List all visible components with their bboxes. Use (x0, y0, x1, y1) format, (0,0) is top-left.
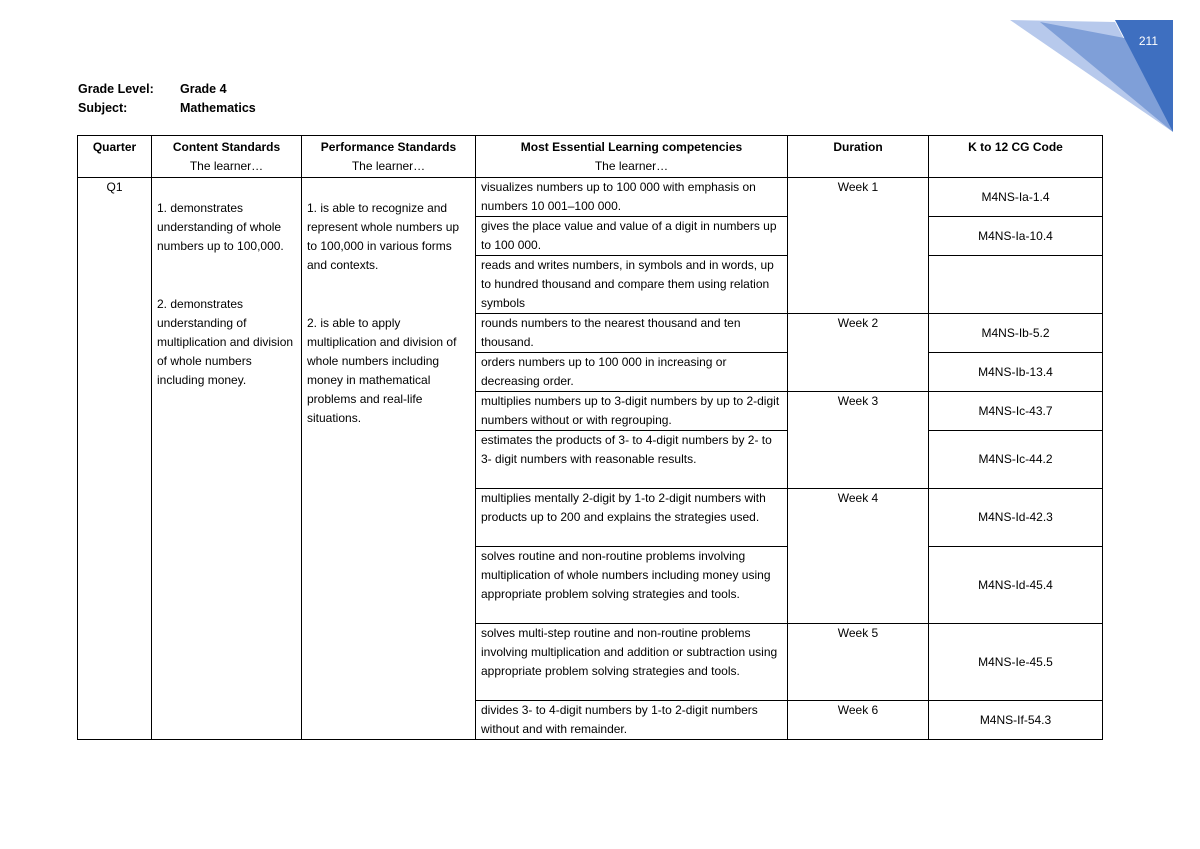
duration-week-3: Week 3 (788, 392, 929, 489)
content-standard-1: 1. demonstrates understanding of whole numbers up to 100,000. (157, 201, 284, 253)
duration-week-2: Week 2 (788, 314, 929, 392)
code-cell: M4NS-Ic-43.7 (929, 392, 1103, 431)
competency-cell: multiplies numbers up to 3-digit numbers by up to 2-digit numbers without or with regrouping. (476, 392, 788, 431)
header-content-standards (152, 136, 302, 178)
performance-standard-1: 1. is able to recognize and represent whole numbers up to 100,000 in various forms and contexts. (307, 201, 460, 272)
header-quarter: Quarter (78, 136, 152, 178)
performance-standard-2: 2. is able to apply multiplication and division of whole numbers including money in mathematical problems and real-life situations. (307, 316, 457, 425)
header-melc-sub: The learner… (594, 159, 669, 173)
table-header-row (78, 136, 1103, 178)
duration-week-4: Week 4 (788, 489, 929, 624)
document-meta (78, 80, 256, 118)
header-duration: Duration (788, 136, 929, 178)
header-content-standards-title: Content Standards (172, 140, 281, 154)
curriculum-table (77, 135, 1103, 740)
page-number: 211 (1138, 34, 1158, 48)
header-performance-standards-sub: The learner… (351, 159, 426, 173)
header-content-standards-sub: The learner… (189, 159, 264, 173)
header-code: K to 12 CG Code (929, 136, 1103, 178)
code-cell: M4NS-Id-45.4 (929, 547, 1103, 624)
header-melc (476, 136, 788, 178)
corner-decoration (1000, 0, 1200, 140)
code-cell: M4NS-Ia-1.4 (929, 178, 1103, 217)
subject-label: Subject: (78, 101, 128, 115)
competency-cell: solves routine and non-routine problems involving multiplication of whole numbers including money using appropriate problem solving strategies and tools. (476, 547, 788, 624)
header-melc-title: Most Essential Learning competencies (520, 140, 743, 154)
competency-cell: rounds numbers to the nearest thousand and ten thousand. (476, 314, 788, 353)
grade-level-label: Grade Level: (78, 82, 154, 96)
code-cell: M4NS-Ia-10.4 (929, 217, 1103, 256)
competency-cell: estimates the products of 3- to 4-digit numbers by 2- to 3- digit numbers with reasonable results. (476, 431, 788, 489)
code-cell: M4NS-Id-42.3 (929, 489, 1103, 547)
code-cell: M4NS-Ib-5.2 (929, 314, 1103, 353)
code-cell: M4NS-If-54.3 (929, 701, 1103, 740)
competency-cell: solves multi-step routine and non-routine problems involving multiplication and addition or subtraction using appropriate problem solving strategies and tools. (476, 624, 788, 701)
competency-cell: multiplies mentally 2-digit by 1-to 2-digit numbers with products up to 200 and explains the strategies used. (476, 489, 788, 547)
grade-level-value: Grade 4 (180, 82, 227, 96)
code-cell: M4NS-Ib-13.4 (929, 353, 1103, 392)
grade-level-row (78, 80, 256, 99)
content-standards-cell (152, 178, 302, 740)
performance-standards-cell (302, 178, 476, 740)
code-cell (929, 256, 1103, 314)
table-row (78, 178, 1103, 217)
competency-cell: reads and writes numbers, in symbols and in words, up to hundred thousand and compare them using relation symbols (476, 256, 788, 314)
subject-value: Mathematics (180, 101, 256, 115)
competency-cell: gives the place value and value of a digit in numbers up to 100 000. (476, 217, 788, 256)
header-performance-standards-title: Performance Standards (320, 140, 457, 154)
code-cell: M4NS-Ic-44.2 (929, 431, 1103, 489)
header-performance-standards (302, 136, 476, 178)
competency-cell: visualizes numbers up to 100 000 with emphasis on numbers 10 001–100 000. (476, 178, 788, 217)
competency-cell: orders numbers up to 100 000 in increasing or decreasing order. (476, 353, 788, 392)
competency-cell: divides 3- to 4-digit numbers by 1-to 2-digit numbers without and with remainder. (476, 701, 788, 740)
content-standard-2: 2. demonstrates understanding of multiplication and division of whole numbers including money. (157, 297, 294, 387)
duration-week-1: Week 1 (788, 178, 929, 314)
duration-week-6: Week 6 (788, 701, 929, 740)
duration-week-5: Week 5 (788, 624, 929, 701)
subject-row (78, 99, 256, 118)
code-cell: M4NS-Ie-45.5 (929, 624, 1103, 701)
quarter-cell: Q1 (78, 178, 152, 740)
